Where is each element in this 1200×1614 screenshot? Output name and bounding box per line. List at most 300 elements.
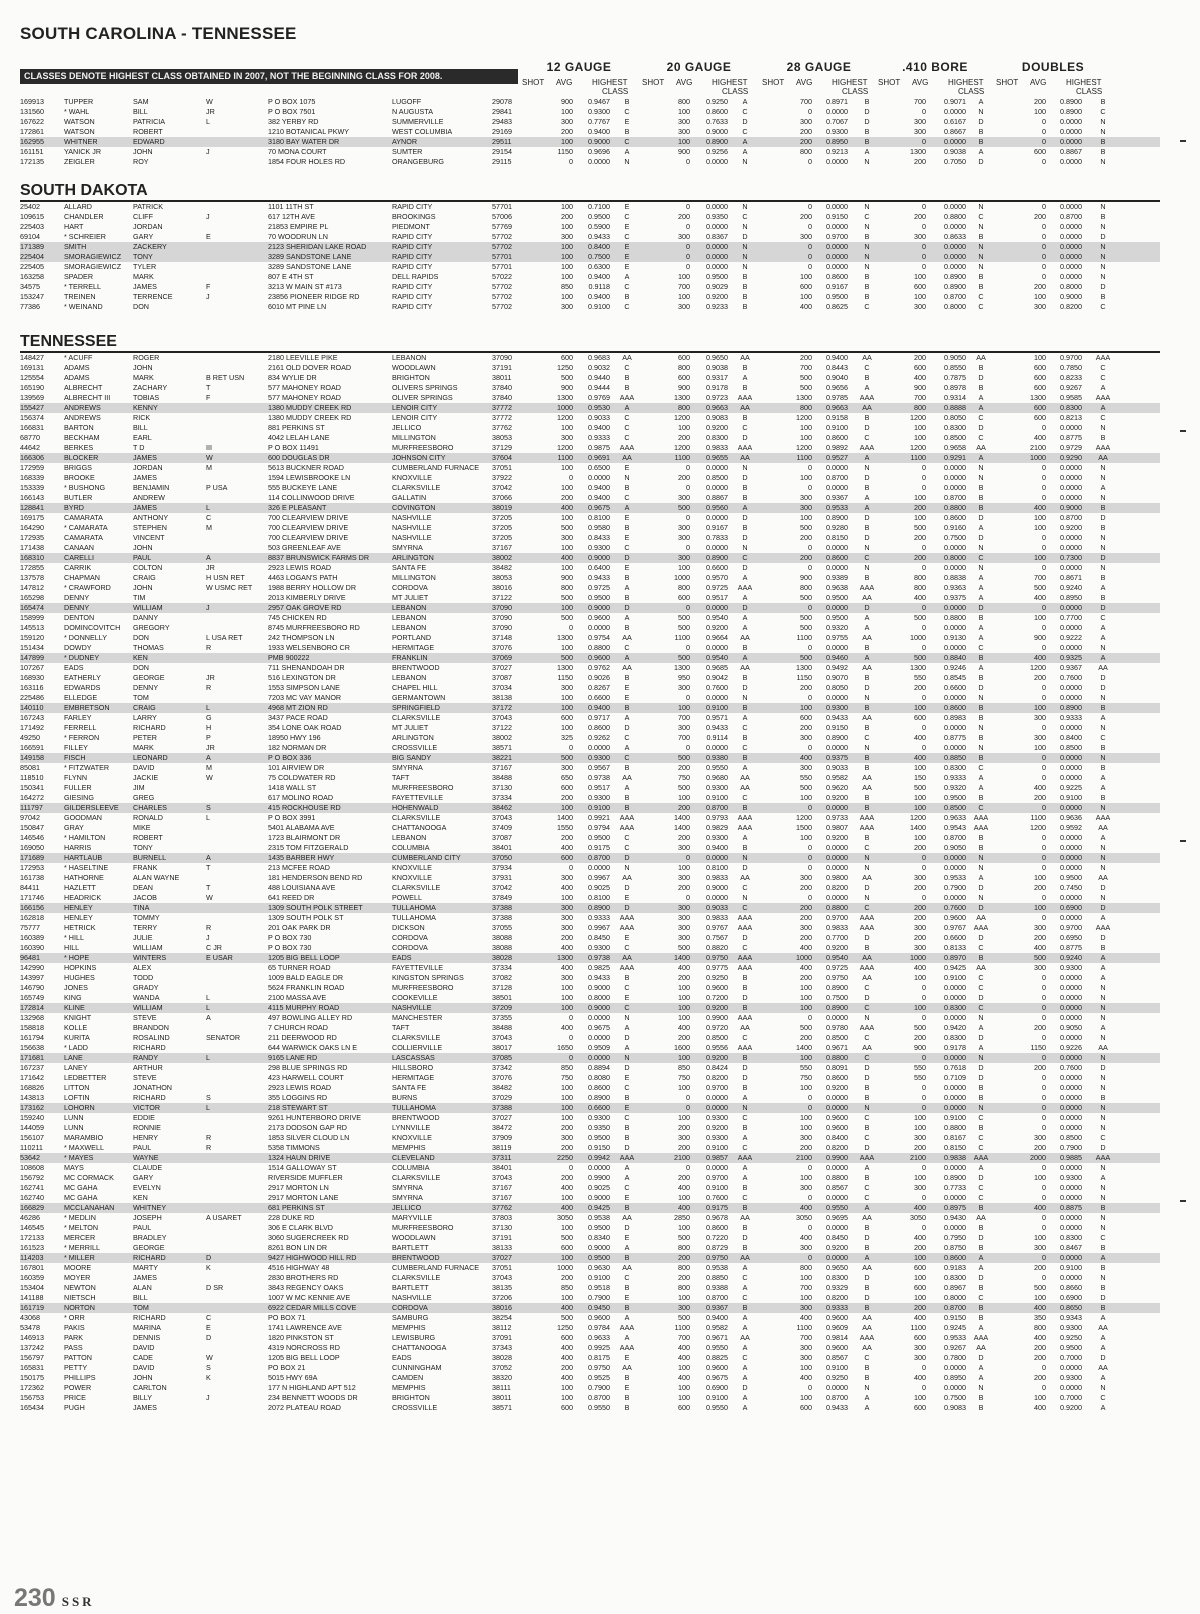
table-row — [20, 863, 1160, 873]
20-gauge-class: D — [742, 1233, 748, 1242]
address: 1741 LAWRENCE AVE — [268, 1323, 342, 1332]
20-gauge-class: D — [742, 1383, 748, 1392]
last-name: HETRICK — [64, 923, 96, 932]
20-gauge-shot: 100 — [678, 1383, 690, 1392]
doubles-class: B — [1100, 763, 1106, 772]
20-gauge-class: B — [742, 843, 748, 852]
12-gauge-class: C — [624, 107, 630, 116]
doubles-stats — [20, 1303, 1160, 1313]
city: JELLICO — [392, 1203, 422, 1212]
28-gauge-shot: 2100 — [796, 1153, 812, 1162]
table-row — [20, 613, 1160, 623]
20-gauge-shot: 200 — [678, 433, 690, 442]
last-name: BLOCKER — [64, 453, 99, 462]
20-gauge-avg: 0.9833 — [706, 443, 728, 452]
12-gauge-shot: 900 — [561, 573, 573, 582]
doubles-shot: 1200 — [1030, 823, 1046, 832]
410-bore-class: N — [978, 693, 984, 702]
doubles-stats — [20, 1003, 1160, 1013]
410-bore-shot: 1000 — [910, 633, 926, 642]
12-gauge-shot: 1150 — [557, 147, 573, 156]
last-name: BERKES — [64, 443, 94, 452]
12-gauge-class: E — [624, 1293, 630, 1302]
410-bore-shot: 300 — [914, 127, 926, 136]
doubles-stats — [20, 673, 1160, 683]
20-gauge-avg: 0.9167 — [706, 523, 728, 532]
zip: 29169 — [492, 127, 512, 136]
city: SANTA FE — [392, 1083, 427, 1092]
28-gauge-class: B — [864, 97, 870, 106]
28-gauge-shot: 300 — [800, 232, 812, 241]
first-name: CLAUDE — [133, 1163, 163, 1172]
20-gauge-shot: 1300 — [674, 393, 690, 402]
table-row — [20, 117, 1160, 127]
28-gauge-class: B — [864, 763, 870, 772]
member-id: 160389 — [20, 933, 44, 942]
table-row — [20, 1083, 1160, 1093]
doubles-stats — [20, 232, 1160, 242]
table-row — [20, 843, 1160, 853]
20-gauge-avg: 0.8500 — [706, 473, 728, 482]
28-gauge-shot: 800 — [800, 403, 812, 412]
doubles-shot: 800 — [1034, 1323, 1046, 1332]
28-gauge-shot: 0 — [808, 1093, 812, 1102]
member-id: 156638 — [20, 1043, 44, 1052]
doubles-stats — [20, 823, 1160, 833]
last-name: * HILL — [64, 933, 84, 942]
member-id: 143997 — [20, 973, 44, 982]
12-gauge-class: B — [624, 292, 630, 301]
410-bore-shot: 300 — [914, 923, 926, 932]
20-gauge-class: AAA — [737, 443, 753, 452]
12-gauge-class: E — [624, 683, 630, 692]
address: 1380 MUDDY CREEK RD — [268, 403, 352, 412]
address: 577 MAHONEY ROAD — [268, 393, 341, 402]
doubles-class: C — [1100, 302, 1106, 311]
12-gauge-shot: 100 — [561, 292, 573, 301]
doubles-avg: 0.0000 — [1060, 117, 1082, 126]
20-gauge-shot: 200 — [678, 1143, 690, 1152]
12-gauge-avg: 0.9467 — [588, 97, 610, 106]
doubles-shot: 400 — [1034, 1303, 1046, 1312]
address: 3213 W MAIN ST #173 — [268, 282, 342, 291]
20-gauge-class: A — [742, 137, 748, 146]
12-gauge-class: B — [624, 973, 630, 982]
28-gauge-avg: 0.0000 — [826, 202, 848, 211]
doubles-shot: 0 — [1042, 222, 1046, 231]
28-gauge-avg: 0.9033 — [826, 763, 848, 772]
410-bore-class: D — [978, 1353, 984, 1362]
last-name: EMBRETSON — [64, 703, 110, 712]
zip: 29511 — [492, 137, 512, 146]
12-gauge-class: A — [624, 713, 630, 722]
410-bore-shot: 200 — [914, 843, 926, 852]
410-bore-avg: 0.8667 — [944, 127, 966, 136]
suffix: D — [206, 1253, 212, 1262]
doubles-class: N — [1100, 1003, 1106, 1012]
410-bore-shot: 2100 — [910, 1153, 926, 1162]
address: 242 THOMPSON LN — [268, 633, 335, 642]
doubles-shot: 0 — [1042, 863, 1046, 872]
table-row — [20, 1013, 1160, 1023]
city: DICKSON — [392, 923, 425, 932]
doubles-shot: 0 — [1042, 1093, 1046, 1102]
410-bore-shot: 400 — [914, 1313, 926, 1322]
28-gauge-avg: 0.8150 — [826, 533, 848, 542]
doubles-shot: 0 — [1042, 1163, 1046, 1172]
doubles-shot: 400 — [1034, 503, 1046, 512]
410-bore-class: B — [978, 232, 984, 241]
12-gauge-avg: 0.9517 — [588, 783, 610, 792]
address: 1594 LEWISBROOKE LN — [268, 473, 351, 482]
doubles-shot: 200 — [1034, 1023, 1046, 1032]
20-gauge-class: AAA — [737, 813, 753, 822]
410-bore-shot: 0 — [922, 623, 926, 632]
28-gauge-shot: 400 — [800, 1233, 812, 1242]
12-gauge-shot: 100 — [561, 242, 573, 251]
city: CORDOVA — [392, 583, 428, 592]
20-gauge-class: B — [742, 803, 748, 812]
doubles-class: N — [1100, 473, 1106, 482]
28-gauge-class: D — [864, 533, 870, 542]
doubles-class: A — [1100, 1333, 1106, 1342]
28-gauge-avg: 0.9070 — [826, 673, 848, 682]
28-gauge-class: A — [864, 1253, 870, 1262]
410-bore-class: B — [978, 483, 984, 492]
20-gauge-class: D — [742, 863, 748, 872]
last-name: FULLER — [64, 783, 92, 792]
doubles-class: A — [1100, 713, 1106, 722]
410-bore-class: N — [978, 222, 984, 231]
doubles-avg: 0.0000 — [1060, 893, 1082, 902]
suffix: L — [206, 117, 210, 126]
28-gauge-shot: 0 — [808, 1103, 812, 1112]
address: 5624 FRANKLIN ROAD — [268, 983, 345, 992]
first-name: RONALD — [133, 813, 163, 822]
410-bore-shot: 100 — [914, 1173, 926, 1182]
city: SUMTER — [392, 147, 423, 156]
suffix: W — [206, 97, 213, 106]
410-bore-avg: 0.8300 — [944, 1003, 966, 1012]
doubles-class: B — [1100, 943, 1106, 952]
12-gauge-class: C — [624, 943, 630, 952]
doubles-stats — [20, 1033, 1160, 1043]
20-gauge-avg: 0.9655 — [706, 453, 728, 462]
doubles-class: N — [1100, 803, 1106, 812]
410-bore-class: N — [978, 242, 984, 251]
28-gauge-shot: 800 — [800, 147, 812, 156]
zip: 38401 — [492, 843, 512, 852]
28-gauge-class: B — [864, 703, 870, 712]
28-gauge-shot: 1500 — [796, 823, 812, 832]
address: 1205 BIG BELL LOOP — [268, 1353, 340, 1362]
suffix: L — [206, 703, 210, 712]
suffix: L — [206, 1003, 210, 1012]
20-gauge-class: B — [742, 483, 748, 492]
table-row — [20, 693, 1160, 703]
zip: 37090 — [492, 613, 512, 622]
12-gauge-class: AA — [622, 1213, 632, 1222]
zip: 37409 — [492, 823, 512, 832]
member-id: 53642 — [20, 1153, 40, 1162]
410-bore-class: D — [978, 1173, 984, 1182]
28-gauge-class: AAA — [859, 823, 875, 832]
410-bore-class: AA — [976, 443, 986, 452]
12-gauge-avg: 0.7767 — [588, 117, 610, 126]
last-name: BROOKE — [64, 473, 95, 482]
28-gauge-shot: 3050 — [796, 1213, 812, 1222]
20-gauge-shot: 200 — [678, 1173, 690, 1182]
last-name: KLINE — [64, 1003, 85, 1012]
12-gauge-class: A — [624, 1163, 630, 1172]
20-gauge-shot: 200 — [678, 763, 690, 772]
410-bore-shot: 300 — [914, 1133, 926, 1142]
address: 617 12TH AVE — [268, 212, 316, 221]
last-name: YANICK JR — [64, 147, 102, 156]
last-name: NEWTON — [64, 1283, 96, 1292]
doubles-avg: 0.8900 — [1060, 107, 1082, 116]
table-row — [20, 983, 1160, 993]
410-bore-shot: 600 — [914, 713, 926, 722]
zip: 37167 — [492, 543, 512, 552]
table-row — [20, 783, 1160, 793]
city: ARLINGTON — [392, 733, 434, 742]
column-header-avg: AVG — [796, 78, 813, 87]
doubles-shot: 0 — [1042, 137, 1046, 146]
410-bore-shot: 100 — [914, 1113, 926, 1122]
doubles-shot: 0 — [1042, 543, 1046, 552]
table-row — [20, 1243, 1160, 1253]
20-gauge-class: AAA — [737, 963, 753, 972]
doubles-class: AAA — [1095, 923, 1111, 932]
address: 503 GREENLEAF AVE — [268, 543, 341, 552]
410-bore-class: B — [978, 503, 984, 512]
410-bore-class: C — [978, 1113, 984, 1122]
first-name: EARL — [133, 433, 152, 442]
city: NASHVILLE — [392, 513, 432, 522]
scan-edge-mark — [1180, 140, 1186, 142]
28-gauge-avg: 0.0000 — [826, 693, 848, 702]
28-gauge-class: C — [864, 1053, 870, 1062]
28-gauge-shot: 700 — [800, 97, 812, 106]
28-gauge-avg: 0.8600 — [826, 433, 848, 442]
city: CROSSVILLE — [392, 1403, 438, 1412]
28-gauge-avg: 0.0000 — [826, 1383, 848, 1392]
12-gauge-avg: 0.0000 — [588, 473, 610, 482]
410-bore-avg: 0.9100 — [944, 1113, 966, 1122]
410-bore-shot: 0 — [922, 893, 926, 902]
12-gauge-avg: 0.9518 — [588, 1283, 610, 1292]
doubles-shot: 0 — [1042, 1053, 1046, 1062]
12-gauge-avg: 0.9000 — [588, 1243, 610, 1252]
doubles-stats — [20, 683, 1160, 693]
column-header-class: CLASS — [602, 87, 629, 96]
410-bore-shot: 0 — [922, 137, 926, 146]
first-name: T D — [133, 443, 145, 452]
city: CLARKSVILLE — [392, 1173, 441, 1182]
table-row — [20, 292, 1160, 302]
20-gauge-class: C — [742, 903, 748, 912]
city: BRENTWOOD — [392, 1253, 440, 1262]
12-gauge-shot: 1550 — [557, 823, 573, 832]
last-name: PASS — [64, 1343, 83, 1352]
member-id: 140110 — [20, 703, 44, 712]
28-gauge-class: D — [864, 1073, 870, 1082]
410-bore-shot: 200 — [914, 1033, 926, 1042]
28-gauge-shot: 300 — [800, 1343, 812, 1352]
city: SMYRNA — [392, 1193, 423, 1202]
doubles-avg: 0.6900 — [1060, 903, 1082, 912]
20-gauge-class: A — [742, 763, 748, 772]
20-gauge-class: A — [742, 613, 748, 622]
table-row — [20, 993, 1160, 1003]
doubles-stats — [20, 1173, 1160, 1183]
28-gauge-shot: 200 — [800, 683, 812, 692]
410-bore-shot: 0 — [922, 643, 926, 652]
doubles-avg: 0.0000 — [1060, 493, 1082, 502]
doubles-shot: 600 — [1034, 413, 1046, 422]
member-id: 84411 — [20, 883, 40, 892]
20-gauge-avg: 0.0000 — [706, 543, 728, 552]
first-name: GREGORY — [133, 623, 170, 632]
address: 600 DOUGLAS DR — [268, 453, 330, 462]
28-gauge-class: N — [864, 743, 870, 752]
410-bore-shot: 300 — [914, 117, 926, 126]
12-gauge-avg: 0.9300 — [588, 943, 610, 952]
410-bore-avg: 0.8600 — [944, 1253, 966, 1262]
20-gauge-shot: 750 — [678, 1073, 690, 1082]
410-bore-shot: 200 — [914, 903, 926, 912]
28-gauge-class: A — [864, 623, 870, 632]
doubles-shot: 100 — [1034, 292, 1046, 301]
zip: 37167 — [492, 763, 512, 772]
member-id: 159240 — [20, 1113, 44, 1122]
last-name: BYRD — [64, 503, 84, 512]
28-gauge-class: A — [864, 493, 870, 502]
12-gauge-class: E — [624, 262, 630, 271]
20-gauge-avg: 0.9550 — [706, 1343, 728, 1352]
28-gauge-shot: 200 — [800, 723, 812, 732]
28-gauge-class: D — [864, 107, 870, 116]
410-bore-class: A — [978, 593, 984, 602]
410-bore-avg: 0.8800 — [944, 503, 966, 512]
doubles-class: N — [1100, 423, 1106, 432]
12-gauge-avg: 0.9033 — [588, 413, 610, 422]
doubles-class: B — [1100, 433, 1106, 442]
last-name: FISCH — [64, 753, 86, 762]
doubles-class: A — [1100, 403, 1106, 412]
table-row — [20, 1093, 1160, 1103]
doubles-class: D — [1100, 1353, 1106, 1362]
12-gauge-shot: 100 — [561, 603, 573, 612]
410-bore-class: N — [978, 1103, 984, 1112]
member-id: 139569 — [20, 393, 44, 402]
doubles-shot: 0 — [1042, 1253, 1046, 1262]
table-row — [20, 1203, 1160, 1213]
zip: 37840 — [492, 383, 512, 392]
12-gauge-class: AA — [622, 953, 632, 962]
table-row — [20, 1003, 1160, 1013]
410-bore-shot: 800 — [914, 573, 926, 582]
12-gauge-avg: 0.9400 — [588, 703, 610, 712]
city: BURNS — [392, 1093, 418, 1102]
28-gauge-shot: 300 — [800, 923, 812, 932]
member-id: 77386 — [20, 302, 40, 311]
28-gauge-avg: 0.9671 — [826, 1043, 848, 1052]
member-id: 144059 — [20, 1123, 44, 1132]
first-name: JAMES — [133, 473, 157, 482]
410-bore-class: A — [978, 1023, 984, 1032]
member-id: 44642 — [20, 443, 40, 452]
12-gauge-avg: 0.9525 — [588, 1373, 610, 1382]
410-bore-avg: 0.8700 — [944, 493, 966, 502]
410-bore-avg: 0.9178 — [944, 1043, 966, 1052]
28-gauge-shot: 0 — [808, 643, 812, 652]
410-bore-avg: 0.8000 — [944, 1293, 966, 1302]
410-bore-class: AAA — [973, 823, 989, 832]
zip: 38053 — [492, 573, 512, 582]
doubles-stats — [20, 202, 1160, 212]
410-bore-shot: 800 — [914, 583, 926, 592]
table-row — [20, 523, 1160, 533]
last-name: * MERRILL — [64, 1243, 100, 1252]
first-name: TERRY — [133, 923, 158, 932]
20-gauge-shot: 1000 — [674, 573, 690, 582]
20-gauge-avg: 0.8424 — [706, 1063, 728, 1072]
doubles-avg: 0.0000 — [1060, 1093, 1082, 1102]
doubles-avg: 0.0000 — [1060, 723, 1082, 732]
20-gauge-avg: 0.0000 — [706, 483, 728, 492]
410-bore-avg: 0.9420 — [944, 1023, 966, 1032]
20-gauge-shot: 400 — [678, 1203, 690, 1212]
doubles-shot: 100 — [1034, 1173, 1046, 1182]
doubles-shot: 0 — [1042, 983, 1046, 992]
410-bore-avg: 0.8300 — [944, 763, 966, 772]
410-bore-avg: 0.8167 — [944, 1133, 966, 1142]
28-gauge-class: A — [864, 503, 870, 512]
28-gauge-shot: 100 — [800, 292, 812, 301]
city: NASHVILLE — [392, 1003, 432, 1012]
12-gauge-class: A — [624, 653, 630, 662]
address: 2100 MASSA AVE — [268, 993, 327, 1002]
doubles-stats — [20, 773, 1160, 783]
first-name: BILLY — [133, 1393, 153, 1402]
doubles-stats — [20, 1253, 1160, 1263]
zip: 38112 — [492, 1323, 512, 1332]
zip: 37087 — [492, 673, 512, 682]
12-gauge-class: B — [624, 1373, 630, 1382]
address: 228 DUKE RD — [268, 1213, 315, 1222]
28-gauge-avg: 0.9800 — [826, 873, 848, 882]
28-gauge-class: C — [864, 1193, 870, 1202]
28-gauge-class: AA — [862, 1323, 872, 1332]
doubles-avg: 0.0000 — [1060, 1253, 1082, 1262]
table-row — [20, 773, 1160, 783]
suffix: D SR — [206, 1283, 224, 1292]
12-gauge-class: AA — [622, 873, 632, 882]
city: NASHVILLE — [392, 1293, 432, 1302]
20-gauge-class: B — [742, 272, 748, 281]
address: 21853 EMPIRE PL — [268, 222, 329, 231]
20-gauge-class: C — [742, 1193, 748, 1202]
12-gauge-avg: 0.9000 — [588, 553, 610, 562]
12-gauge-class: B — [624, 673, 630, 682]
gauge-group-name: DOUBLES — [1021, 60, 1085, 74]
doubles-avg: 0.0000 — [1060, 763, 1082, 772]
last-name: KOLLE — [64, 1023, 88, 1032]
table-row — [20, 222, 1160, 232]
12-gauge-shot: 300 — [561, 533, 573, 542]
